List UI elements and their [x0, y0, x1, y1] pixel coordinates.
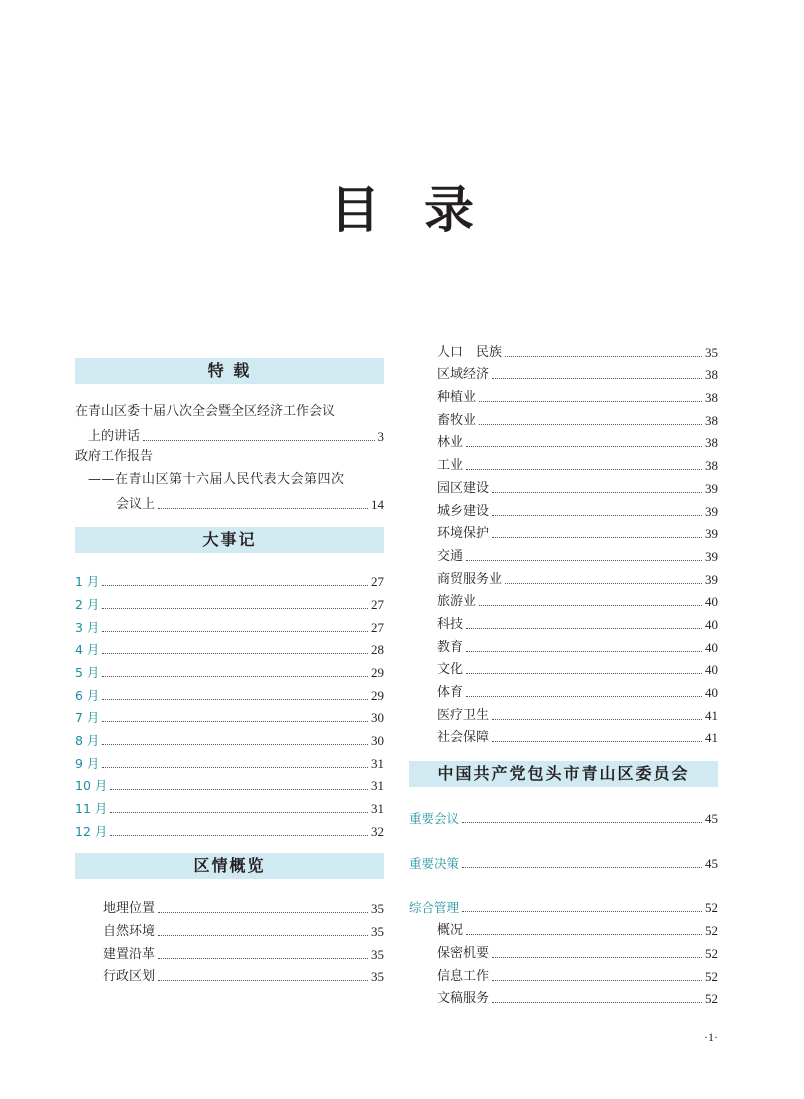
toc-entry[interactable]: [75, 964, 384, 987]
toc-entry-page: 27: [371, 596, 384, 612]
leader-dots: [492, 719, 702, 720]
toc-entry-page: 38: [705, 367, 718, 383]
toc-entry-label: 5 月: [75, 664, 100, 680]
toc-entry-page: 52: [705, 991, 718, 1007]
toc-entry-label: 文化: [437, 662, 464, 678]
toc-entry-label: 科技: [437, 616, 464, 632]
leader-dots: [492, 378, 702, 379]
toc-entry[interactable]: [409, 339, 718, 362]
toc-entry-label: 概况: [437, 923, 464, 939]
toc-entry[interactable]: [409, 475, 718, 498]
toc-entry[interactable]: [409, 917, 718, 940]
toc-entry[interactable]: [409, 725, 718, 748]
toc-entry-page: 14: [371, 497, 384, 513]
toc-entry[interactable]: [75, 727, 384, 750]
toc-entry-label: 园区建设: [437, 480, 490, 496]
toc-entry[interactable]: [75, 795, 384, 818]
toc-entry[interactable]: [75, 918, 384, 941]
toc-entry-page: 27: [371, 574, 384, 590]
leader-dots: [102, 631, 368, 632]
toc-entry-gov-report[interactable]: 政府工作报告: [75, 449, 154, 465]
toc-entry-label: 教育: [437, 639, 464, 655]
toc-entry-label: 地理位置: [103, 901, 156, 917]
toc-entry-page: 40: [705, 685, 718, 700]
toc-entry-page: 31: [371, 801, 384, 816]
toc-entry[interactable]: [75, 682, 384, 705]
toc-entry[interactable]: [75, 637, 384, 660]
leader-dots: [466, 651, 702, 652]
toc-entry[interactable]: [75, 591, 384, 614]
page-title: 目录: [330, 181, 518, 239]
leader-dots: [102, 744, 368, 745]
toc-entry[interactable]: [409, 452, 718, 475]
page-number: ·1·: [704, 1030, 718, 1044]
leader-dots: [158, 912, 368, 913]
toc-entry-label: 体育: [437, 685, 464, 700]
toc-entry-label: 8 月: [75, 732, 100, 748]
toc-entry-label: 林业: [437, 435, 464, 451]
section-heading-special: 特 载: [75, 358, 384, 384]
management-subitems-list: [409, 917, 718, 1008]
toc-entry-speech-line1[interactable]: 在青山区委十届八次全会暨全区经济工作会议: [75, 404, 336, 419]
toc-entry-page: 39: [705, 526, 718, 542]
toc-entry-label: 6 月: [75, 687, 100, 703]
toc-entry-gov-report-subtitle: ——在青山区第十六届人民代表大会第四次: [88, 472, 345, 488]
leader-dots: [158, 980, 368, 981]
leader-dots: [466, 469, 702, 470]
toc-entry[interactable]: [409, 940, 718, 963]
toc-entry-label: 旅游业: [437, 594, 477, 610]
toc-entry[interactable]: [409, 543, 718, 566]
toc-entry-page: 41: [705, 730, 718, 746]
toc-entry-label: 商贸服务业: [437, 571, 503, 587]
section-heading-overview: 区情概览: [75, 853, 384, 879]
toc-entry-label: 社会保障: [437, 730, 490, 746]
toc-entry-label: 2 月: [75, 596, 100, 612]
toc-entry-label: 上的讲话: [88, 429, 141, 445]
toc-entry-page: 38: [705, 458, 718, 474]
toc-left-column: [75, 358, 384, 986]
toc-entry-page: 35: [371, 969, 384, 985]
toc-entry-label: 12 月: [75, 823, 108, 839]
leader-dots: [492, 980, 702, 981]
toc-entry-page: 38: [705, 412, 718, 428]
section-heading-committee: 中国共产党包头市青山区委员会: [409, 761, 718, 787]
toc-entry-label: 信息工作: [437, 968, 490, 984]
toc-entry-label: 综合管理: [409, 900, 460, 916]
toc-entry-label: 工业: [437, 458, 464, 474]
toc-entry[interactable]: [409, 407, 718, 430]
leader-dots: [462, 822, 702, 823]
toc-entry-label: 建置沿革: [103, 946, 156, 962]
toc-entry-page: 31: [371, 778, 384, 794]
toc-entry-label: 10 月: [75, 778, 108, 794]
toc-entry[interactable]: [75, 773, 384, 796]
toc-entry-page: 27: [371, 619, 384, 635]
toc-entry-page: 52: [705, 968, 718, 984]
toc-entry-page: 38: [705, 435, 718, 451]
leader-dots: [479, 424, 702, 425]
toc-entry[interactable]: [75, 659, 384, 682]
leader-dots: [102, 767, 368, 768]
leader-dots: [492, 515, 702, 516]
section-heading-events: 大事记: [75, 527, 384, 553]
overview-list: [75, 896, 384, 987]
leader-dots: [479, 401, 702, 402]
leader-dots: [110, 812, 368, 813]
leader-dots: [102, 699, 368, 700]
toc-entry[interactable]: [75, 705, 384, 728]
toc-entry-page: 45: [705, 855, 718, 871]
toc-entry[interactable]: [409, 430, 718, 453]
toc-entry-label: 自然环境: [103, 924, 156, 940]
toc-entry-label: 环境保护: [437, 526, 490, 542]
leader-dots: [158, 935, 368, 936]
leader-dots: [505, 583, 702, 584]
toc-entry-page: 52: [705, 945, 718, 961]
toc-entry-page: 35: [371, 924, 384, 940]
toc-entry-label: 3 月: [75, 619, 100, 635]
toc-entry-page: 3: [377, 429, 384, 445]
toc-entry[interactable]: [75, 941, 384, 964]
toc-entry-label: 9 月: [75, 755, 100, 771]
toc-entry-page: 39: [705, 480, 718, 496]
toc-entry[interactable]: [75, 614, 384, 637]
toc-entry-page: 29: [371, 687, 384, 703]
leader-dots: [492, 537, 702, 538]
toc-entry-page: 39: [705, 571, 718, 587]
leader-dots: [110, 835, 368, 836]
toc-entry[interactable]: [75, 568, 384, 591]
toc-entry-label: 7 月: [75, 710, 100, 726]
leader-dots: [505, 356, 702, 357]
overview-continued-list: [409, 339, 718, 747]
toc-entry-label: 医疗卫生: [437, 707, 490, 723]
toc-entry-label: 文稿服务: [437, 991, 490, 1007]
leader-dots: [102, 608, 368, 609]
toc-entry[interactable]: [409, 963, 718, 986]
toc-entry-label: 会议上: [116, 497, 156, 513]
leader-dots: [466, 628, 702, 629]
leader-dots: [492, 492, 702, 493]
leader-dots: [143, 440, 374, 441]
toc-entry[interactable]: [75, 896, 384, 919]
leader-dots: [492, 1002, 702, 1003]
toc-entry-page: 39: [705, 548, 718, 564]
toc-entry[interactable]: [409, 566, 718, 589]
toc-right-column: [409, 339, 718, 1008]
toc-entry[interactable]: [409, 986, 718, 1009]
toc-entry-label: 交通: [437, 548, 464, 564]
toc-entry[interactable]: [409, 521, 718, 544]
leader-dots: [479, 605, 702, 606]
toc-entry[interactable]: [409, 362, 718, 385]
toc-entry[interactable]: [409, 702, 718, 725]
toc-entry-label: 城乡建设: [437, 503, 490, 519]
toc-entry[interactable]: [75, 818, 384, 841]
leader-dots: [462, 911, 702, 912]
toc-entry-label: 人口 民族: [437, 344, 503, 360]
toc-entry-page: 52: [705, 923, 718, 939]
toc-entry[interactable]: [409, 679, 718, 702]
toc-entry-page: 35: [705, 344, 718, 360]
toc-entry-general-management[interactable]: [409, 895, 718, 918]
toc-entry-speech[interactable]: [75, 424, 384, 447]
toc-entry-page: 35: [371, 901, 384, 917]
leader-dots: [102, 585, 368, 586]
toc-entry-page: 32: [371, 823, 384, 839]
leader-dots: [158, 508, 368, 509]
leader-dots: [102, 653, 368, 654]
toc-entry-important-meetings[interactable]: [409, 805, 718, 828]
toc-entry-label: 保密机要: [437, 945, 490, 961]
leader-dots: [158, 958, 368, 959]
toc-entry-page: 30: [371, 710, 384, 726]
toc-entry-page: 38: [705, 390, 718, 406]
toc-entry-gov-report-cont[interactable]: [75, 492, 384, 515]
toc-entry[interactable]: [75, 750, 384, 773]
toc-entry[interactable]: [409, 498, 718, 521]
toc-entry-page: 31: [371, 755, 384, 771]
toc-entry-page: 41: [705, 707, 718, 723]
toc-entry-label: 1 月: [75, 574, 100, 590]
toc-entry-label: 重要决策: [409, 855, 460, 871]
toc-entry-page: 30: [371, 732, 384, 748]
toc-entry-page: 52: [705, 900, 718, 916]
toc-entry-label: 区域经济: [437, 367, 490, 383]
leader-dots: [462, 867, 702, 868]
toc-entry-label: 种植业: [437, 390, 477, 406]
toc-entry[interactable]: [409, 384, 718, 407]
toc-entry-page: 28: [371, 642, 384, 658]
leader-dots: [466, 673, 702, 674]
toc-entry-page: 40: [705, 616, 718, 632]
toc-entry[interactable]: [409, 657, 718, 680]
toc-entry[interactable]: [409, 611, 718, 634]
toc-entry-page: 29: [371, 664, 384, 680]
leader-dots: [466, 560, 702, 561]
toc-entry-important-decisions[interactable]: [409, 850, 718, 873]
leader-dots: [102, 721, 368, 722]
leader-dots: [466, 446, 702, 447]
leader-dots: [492, 741, 702, 742]
toc-entry-page: 40: [705, 594, 718, 610]
leader-dots: [110, 789, 368, 790]
toc-entry-label: 畜牧业: [437, 412, 477, 428]
toc-entry[interactable]: [409, 589, 718, 612]
toc-entry-page: 39: [705, 503, 718, 519]
toc-entry-label: 4 月: [75, 642, 100, 658]
toc-entry-page: 45: [705, 811, 718, 827]
toc-entry-label: 11 月: [75, 801, 108, 816]
leader-dots: [102, 676, 368, 677]
toc-entry-page: 40: [705, 662, 718, 678]
toc-entry-label: 重要会议: [409, 811, 460, 827]
leader-dots: [492, 957, 702, 958]
toc-entry-label: 行政区划: [103, 969, 156, 985]
toc-entry[interactable]: [409, 634, 718, 657]
events-list: [75, 568, 384, 840]
leader-dots: [466, 934, 702, 935]
toc-entry-page: 40: [705, 639, 718, 655]
toc-entry-page: 35: [371, 946, 384, 962]
leader-dots: [466, 696, 702, 697]
